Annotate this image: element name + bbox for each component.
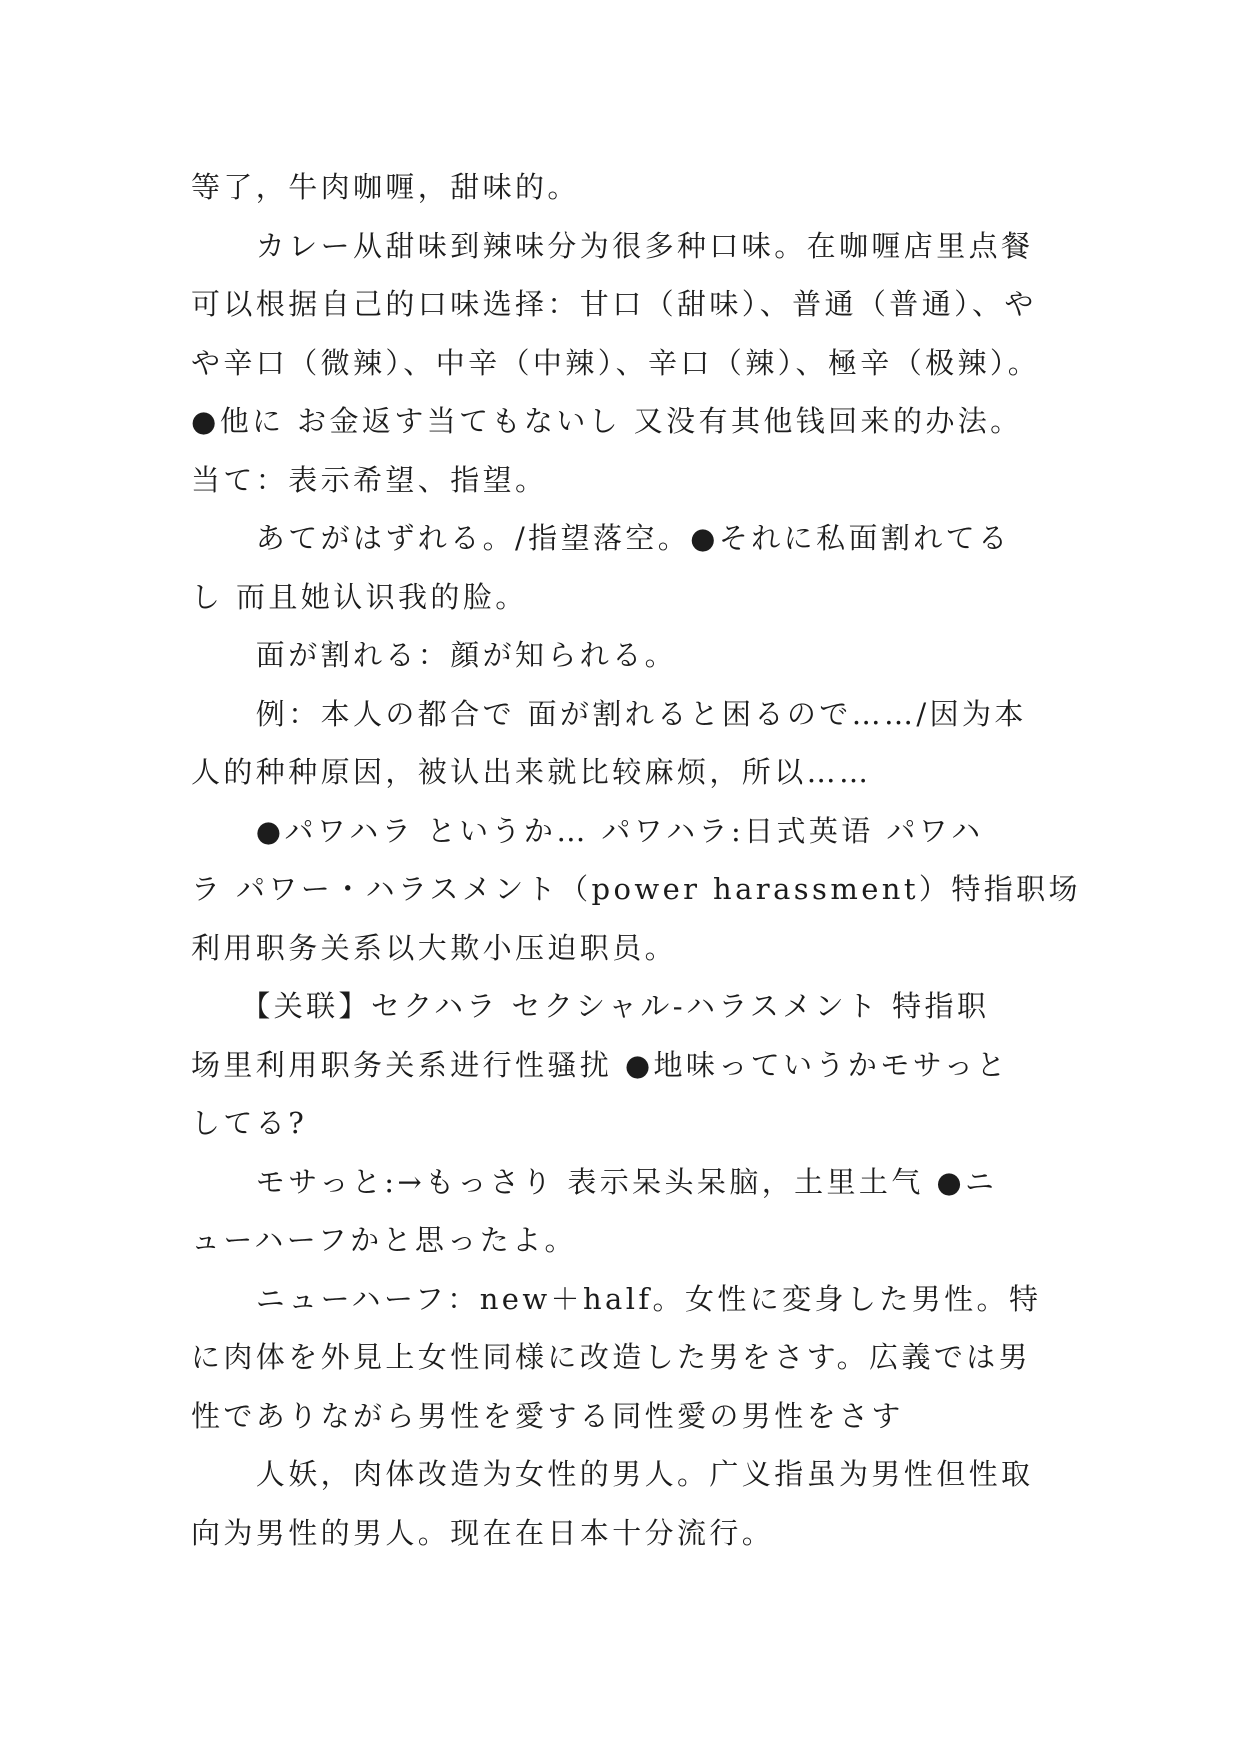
text-line: 场里利用职务关系进行性骚扰 ●地味っていうかモサっと — [191, 1047, 1009, 1082]
text-line: に肉体を外見上女性同様に改造した男をさす。広義では男 — [191, 1340, 1032, 1374]
text-line: や辛口（微辣）、中辛（中辣）、辛口（辣）、極辛（极辣）。 — [191, 345, 1041, 380]
text-line: ューハーフかと思ったよ。 — [191, 1223, 577, 1257]
text-line: 当て：表示希望、指望。 — [191, 462, 548, 497]
text-line: ●他に お金返す当てもないし 又没有其他钱回来的办法。 — [191, 404, 1023, 438]
text-line: 利用职务关系以大欺小压迫职员。 — [191, 930, 678, 965]
text-line: モサっと:→もっさり 表示呆头呆脑，土里土气 ●ニ — [191, 1164, 998, 1199]
text-line: 向为男性的男人。现在在日本十分流行。 — [191, 1515, 775, 1550]
text-line: ラ パワー・ハラスメント（power harassment）特指职场 — [191, 872, 1081, 906]
text-line: し 而且她认识我的脸。 — [191, 579, 528, 614]
text-line: あてがはずれる。/指望落空。●それに私面割れてる — [191, 521, 1011, 555]
text-line: 性でありながら男性を愛する同性愛の男性をさす — [191, 1398, 904, 1433]
text-line: 人妖，肉体改造为女性的男人。广义指虽为男性但性取 — [191, 1457, 1034, 1491]
text-line: ニューハーフ：new＋half。女性に変身した男性。特 — [191, 1281, 1042, 1316]
text-line: 【关联】セクハラ セクシャル-ハラスメント 特指职 — [191, 989, 990, 1023]
text-line: 人的种种原因，被认出来就比较麻烦，所以…… — [191, 755, 872, 789]
text-line: 可以根据自己的口味选择：甘口（甜味）、普通（普通）、や — [191, 287, 1037, 321]
text-line: 等了，牛肉咖喱，甜味的。 — [191, 170, 580, 204]
text-line: ●パワハラ というか… パワハラ:日式英语 パワハ — [191, 813, 984, 848]
text-line: 面が割れる：顔が知られる。 — [191, 638, 678, 672]
text-line: カレー从甜味到辣味分为很多种口味。在咖喱店里点餐 — [191, 228, 1034, 263]
text-line: してる? — [191, 1106, 308, 1140]
body-text — [191, 158, 1081, 1562]
text-line: 例：本人の都合で 面が割れると困るので……/因为本 — [191, 696, 1027, 731]
